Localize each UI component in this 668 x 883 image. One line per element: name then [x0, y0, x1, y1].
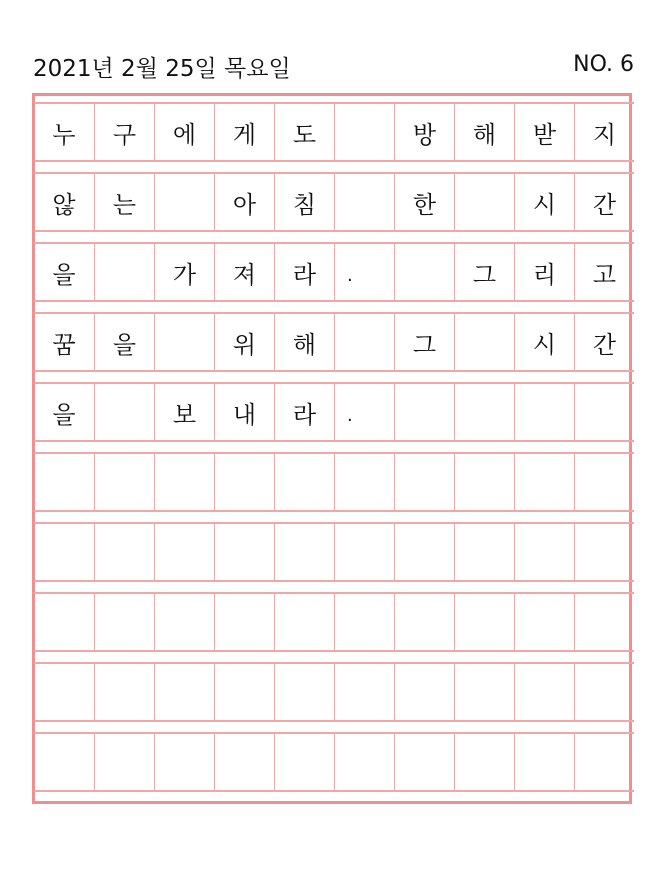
manuscript-cell: [334, 664, 394, 720]
manuscript-cell: 져: [214, 244, 274, 300]
manuscript-cell: [574, 524, 634, 580]
manuscript-cell: 간: [574, 174, 634, 230]
manuscript-row: [34, 102, 634, 162]
manuscript-cell: 내: [214, 384, 274, 440]
manuscript-cell: 위: [214, 314, 274, 370]
manuscript-row: [34, 452, 634, 512]
manuscript-cell: [454, 384, 514, 440]
manuscript-cell: [154, 594, 214, 650]
manuscript-cell: 시: [514, 314, 574, 370]
manuscript-cell: [334, 594, 394, 650]
manuscript-cell: [334, 734, 394, 790]
manuscript-cell: 구: [94, 104, 154, 160]
manuscript-cell: [454, 454, 514, 510]
manuscript-row: [34, 312, 634, 372]
manuscript-cell: [94, 454, 154, 510]
manuscript-cell: [34, 664, 94, 720]
manuscript-cell: [454, 174, 514, 230]
manuscript-row: [34, 382, 634, 442]
manuscript-row: [34, 522, 634, 582]
manuscript-cell: 리: [514, 244, 574, 300]
manuscript-cell: [334, 524, 394, 580]
manuscript-cell: [34, 524, 94, 580]
manuscript-cell: 는: [94, 174, 154, 230]
manuscript-cell: 받: [514, 104, 574, 160]
manuscript-row: [34, 242, 634, 302]
manuscript-cell: [274, 454, 334, 510]
manuscript-cell: 해: [454, 104, 514, 160]
manuscript-cell: [394, 594, 454, 650]
manuscript-cell: [454, 594, 514, 650]
manuscript-cell: [454, 664, 514, 720]
manuscript-cell: 해: [274, 314, 334, 370]
manuscript-cell: [274, 594, 334, 650]
manuscript-cell: [334, 104, 394, 160]
manuscript-cell: [94, 244, 154, 300]
manuscript-cell: [214, 454, 274, 510]
manuscript-cell: 시: [514, 174, 574, 230]
manuscript-cell: [274, 524, 334, 580]
manuscript-cell: 지: [574, 104, 634, 160]
manuscript-cell: 가: [154, 244, 214, 300]
manuscript-cell: [334, 174, 394, 230]
manuscript-cell: 을: [52, 260, 76, 289]
manuscript-cell: [34, 594, 94, 650]
page-number: NO. 6: [573, 52, 634, 77]
manuscript-cell: [394, 244, 454, 300]
manuscript-row: [34, 732, 634, 792]
manuscript-cell: [574, 664, 634, 720]
manuscript-cell: [514, 524, 574, 580]
manuscript-cell: [154, 314, 214, 370]
manuscript-row: [34, 662, 634, 722]
manuscript-cell: 라: [274, 244, 334, 300]
manuscript-cell: [334, 454, 394, 510]
manuscript-cell: 한: [394, 174, 454, 230]
manuscript-cell: [274, 664, 334, 720]
manuscript-cell: [154, 174, 214, 230]
manuscript-cell: 을: [94, 314, 154, 370]
manuscript-cell: 그: [454, 244, 514, 300]
manuscript-cell: 도: [274, 104, 334, 160]
manuscript-cell: [94, 594, 154, 650]
manuscript-cell: [334, 314, 394, 370]
manuscript-cell: [34, 454, 94, 510]
manuscript-cell: [514, 734, 574, 790]
manuscript-cell: [154, 664, 214, 720]
manuscript-cell: [514, 454, 574, 510]
manuscript-cell: [274, 734, 334, 790]
page-date: 2021년 2월 25일 목요일: [33, 56, 291, 82]
manuscript-row: [34, 592, 634, 652]
manuscript-cell: 을: [52, 400, 76, 429]
manuscript-cell: 보: [154, 384, 214, 440]
manuscript-cell: [94, 734, 154, 790]
manuscript-cell: 에: [154, 104, 214, 160]
manuscript-cell: 간: [574, 314, 634, 370]
manuscript-cell: 게: [214, 104, 274, 160]
manuscript-cell: 꿈: [52, 330, 76, 359]
manuscript-cell: 누: [52, 120, 76, 149]
manuscript-cell: [514, 384, 574, 440]
manuscript-cell: [394, 734, 454, 790]
manuscript-cell: [574, 384, 634, 440]
manuscript-cell: 라: [274, 384, 334, 440]
manuscript-cell: 침: [274, 174, 334, 230]
manuscript-cell: [34, 734, 94, 790]
manuscript-cell: [574, 734, 634, 790]
manuscript-cell: .: [334, 384, 394, 440]
manuscript-cell: [154, 454, 214, 510]
manuscript-row: [34, 172, 634, 232]
manuscript-cell: [94, 384, 154, 440]
manuscript-cell: 아: [214, 174, 274, 230]
manuscript-cell: [454, 734, 514, 790]
manuscript-cell: 그: [394, 314, 454, 370]
manuscript-cell: [574, 594, 634, 650]
manuscript-cell: [154, 524, 214, 580]
manuscript-cell: [394, 524, 454, 580]
manuscript-cell: 고: [574, 244, 634, 300]
manuscript-cell: 않: [52, 190, 76, 219]
manuscript-cell: .: [334, 244, 394, 300]
manuscript-cell: [394, 454, 454, 510]
manuscript-cell: [514, 594, 574, 650]
manuscript-cell: [214, 524, 274, 580]
manuscript-cell: [214, 734, 274, 790]
manuscript-cell: [454, 524, 514, 580]
manuscript-cell: [454, 314, 514, 370]
manuscript-cell: [214, 664, 274, 720]
manuscript-cell: [574, 454, 634, 510]
manuscript-cell: [94, 524, 154, 580]
manuscript-cell: [94, 664, 154, 720]
manuscript-cell: 방: [394, 104, 454, 160]
manuscript-cell: [154, 734, 214, 790]
manuscript-cell: [394, 664, 454, 720]
manuscript-cell: [394, 384, 454, 440]
manuscript-cell: [214, 594, 274, 650]
manuscript-cell: [514, 664, 574, 720]
